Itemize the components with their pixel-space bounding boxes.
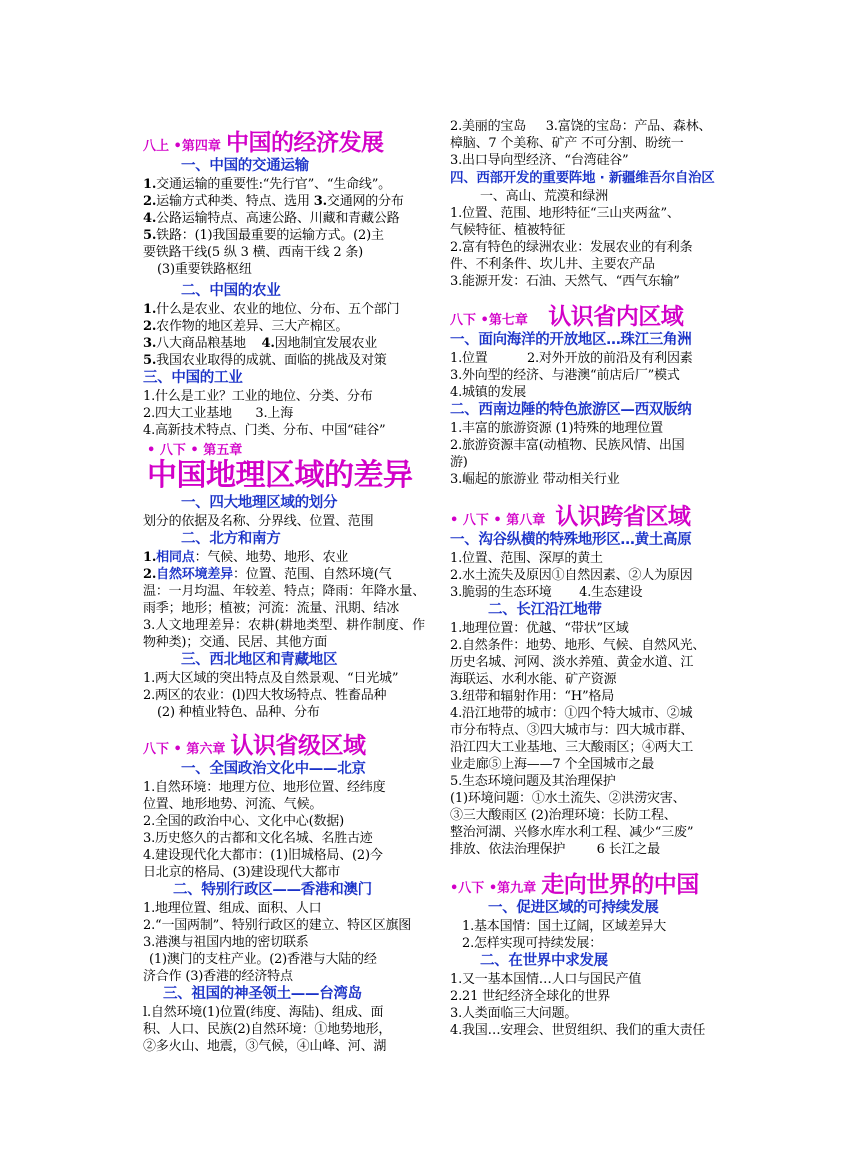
text-line: 2.两区的农业：(l)四大牧场特点、牲畜品种 bbox=[143, 688, 387, 703]
text-line: 1.基本国情：国土辽阔，区域差异大 bbox=[462, 919, 667, 934]
text-line: 2.水土流失及原因①自然因素、②人为原因 bbox=[450, 568, 693, 583]
text-line: (1)澳门的支柱产业。(2)香港与大陆的经 bbox=[149, 952, 377, 967]
text-line: 划分的依据及名称、分界线、位置、范围 bbox=[143, 514, 374, 529]
text-line: ②多火山、地震，③气候，④山峰、河、湖 bbox=[143, 1039, 387, 1054]
section-title: 二、特别行政区——香港和澳门 bbox=[173, 882, 372, 898]
text-line: 整治河湖、兴修水库水利工程、减少“三废” bbox=[450, 825, 694, 840]
text-line: 2.全国的政治中心、文化中心(数据) bbox=[143, 814, 344, 829]
text-line: 一、高山、荒漠和绿洲 bbox=[480, 189, 609, 204]
text-line: 2.“一国两制”、特别行政区的建立、特区区旗图 bbox=[143, 918, 412, 933]
text-line: 位置、地形地势、河流、气候。 bbox=[143, 797, 323, 812]
chapter-title: 认识省内区域 bbox=[548, 304, 684, 330]
text-paragraph: 3.人文地理差异：农耕(耕地类型、耕作制度、作物种类)；交通、民居、其他方面 bbox=[143, 618, 425, 650]
text-line: 4.城镇的发展 bbox=[450, 385, 527, 400]
text-line: 2.21 世纪经济全球化的世界 bbox=[450, 989, 611, 1004]
chapter-7-heading bbox=[450, 298, 735, 331]
text-line: 1.相同点：气候、地势、地形、农业 bbox=[143, 550, 349, 565]
chapter-tag: • 八下 • 第八章 bbox=[450, 513, 546, 528]
text-line: 1.什么是工业？工业的地位、分类、分布 bbox=[143, 389, 373, 404]
text-line: 1.位置、范围、深厚的黄土 bbox=[450, 551, 603, 566]
text-line: 市分布特点、③四大城市与：四大城市群、 bbox=[450, 723, 694, 738]
chapter-8-heading bbox=[450, 498, 735, 531]
text-line: (1)环境问题：①水土流失、②洪涝灾害、 bbox=[450, 791, 686, 806]
section-title: 一、中国的交通运输 bbox=[181, 158, 309, 174]
text-line: 5.我国农业取得的成就、面临的挑战及对策 bbox=[143, 353, 387, 368]
text-line: 4.沿江地带的城市：①四个特大城市、②城 bbox=[450, 706, 693, 721]
text-line: ③三大酸雨区 (2)治理环境：长防工程、 bbox=[450, 808, 677, 823]
chapter-tag: • 八下 • 第五章 bbox=[147, 443, 243, 458]
text-line: 1.位置、范围、地形特征“三山夹两盆”、 bbox=[450, 206, 680, 221]
text-line: 1.地理位置、组成、面积、人口 bbox=[143, 901, 322, 916]
section-title: 一、四大地理区域的划分 bbox=[181, 495, 338, 511]
text-line: 业走廊⑤上海——7 个全国城市之最 bbox=[450, 757, 655, 772]
chapter-title: 走向世界的中国 bbox=[541, 872, 699, 898]
chapter-tag: 八下 • 第六章 bbox=[143, 742, 226, 757]
text-line: 3.脆弱的生态环境 4.生态建设 bbox=[450, 585, 643, 600]
text-line: 沿江四大工业基地、三大酸雨区；④两大工 bbox=[450, 740, 694, 755]
text-line: 4.高新技术特点、门类、分布、中国“硅谷” bbox=[143, 423, 386, 438]
text-line: 海联运、水利水能、矿产资源 bbox=[450, 672, 617, 687]
section-title: 二、西南边陲的特色旅游区—西双版纳 bbox=[450, 402, 692, 418]
text-line: 3.历史悠久的古都和文化名城、名胜古迹 bbox=[143, 831, 373, 846]
text-line: 3.外向型的经济、与港澳“前店后厂”模式 bbox=[450, 368, 680, 383]
text-line: (3)重要铁路枢纽 bbox=[157, 262, 252, 277]
text-line: l.自然环境(1)位置(纬度、海陆)、组成、面 bbox=[143, 1005, 384, 1020]
section-title: 三、祖国的神圣领土——台湾岛 bbox=[163, 986, 362, 1002]
right-column bbox=[450, 118, 735, 1039]
text-line: 日北京的格局、(3)建设现代大都市 bbox=[143, 865, 341, 880]
text-line: 历史名城、河网、淡水养殖、黄金水道、江 bbox=[450, 655, 694, 670]
section-title: 一、面向海洋的开放地区…珠江三角洲 bbox=[450, 332, 692, 348]
text-line: 2.四大工业基地 3.上海 bbox=[143, 406, 294, 421]
text-line: 2.自然条件：地势、地形、气候、自然风光、 bbox=[450, 638, 706, 653]
text-line: 3.纽带和辐射作用：“H”格局 bbox=[450, 689, 615, 704]
text-line: 2.运输方式种类、特点、选用 3.交通网的分布 bbox=[143, 194, 404, 209]
text-line: 要铁路干线(5 纵 3 横、西南干线 2 条) bbox=[143, 245, 364, 260]
text-line: 1.丰富的旅游资源 (1)特殊的地理位置 bbox=[450, 421, 663, 436]
chapter-9-heading bbox=[450, 866, 735, 899]
text-line: 2.美丽的宝岛 3.富饶的宝岛：产品、森林、 bbox=[450, 119, 712, 134]
section-title: 二、北方和南方 bbox=[181, 531, 281, 547]
text-line: 2.农作物的地区差异、三大产棉区。 bbox=[143, 319, 349, 334]
text-line: 3.出口导向型经济、“台湾硅谷” bbox=[450, 153, 629, 168]
chapter-4-heading bbox=[143, 124, 425, 157]
text-line: 3.崛起的旅游业 带动相关行业 bbox=[450, 472, 620, 487]
section-title: 二、在世界中求发展 bbox=[480, 953, 608, 969]
text-line: 游) bbox=[450, 455, 468, 470]
chapter-tag: •八下 •第九章 bbox=[450, 881, 537, 896]
section-title: 一、全国政治文化中——北京 bbox=[181, 761, 366, 777]
section-title: 一、促进区域的可持续发展 bbox=[488, 900, 659, 916]
text-line: 2.富有特色的绿洲农业：发展农业的有利条 bbox=[450, 240, 693, 255]
text-line: 气候特征、植被特征 bbox=[450, 223, 566, 238]
section-title: 二、中国的农业 bbox=[181, 283, 281, 299]
chapter-title: 认识省级区域 bbox=[230, 733, 366, 759]
text-line: 5.生态环境问题及其治理保护 bbox=[450, 774, 616, 789]
chapter-tag: 八下 •第七章 bbox=[450, 313, 528, 328]
text-line: 件、不利条件、坎儿井、主要农产品 bbox=[450, 257, 655, 272]
section-title: 一、沟谷纵横的特殊地形区…黄土高原 bbox=[450, 532, 692, 548]
text-line: 济合作 (3)香港的经济特点 bbox=[143, 969, 293, 984]
left-column bbox=[143, 118, 425, 1055]
text-line: 1.两大区域的突出特点及自然景观、“日光城” bbox=[143, 671, 399, 686]
text-line: (2) 种植业特色、品种、分布 bbox=[157, 705, 320, 720]
text-line: 3.八大商品粮基地 4.因地制宜发展农业 bbox=[143, 336, 378, 351]
text-line: 1.又一基本国情…人口与国民产值 bbox=[450, 972, 642, 987]
section-title: 三、中国的工业 bbox=[143, 370, 243, 386]
text-line: 3.能源开发：石油、天然气、“西气东输” bbox=[450, 274, 680, 289]
text-line: 2.怎样实现可持续发展： bbox=[462, 936, 603, 951]
text-line: 樟脑、7 个美称、矿产 不可分割、盼统一 bbox=[450, 136, 684, 151]
chapter-6-heading bbox=[143, 727, 425, 760]
chapter-title: 中国地理区域的差异 bbox=[147, 458, 413, 493]
chapter-title: 中国的经济发展 bbox=[225, 130, 384, 156]
text-line: 4.建设现代化大都市：(1)旧城格局、(2)今 bbox=[143, 848, 383, 863]
text-line: 2.自然环境差异：位置、范围、自然环境(气 bbox=[143, 567, 392, 582]
text-paragraph: 温：一月均温、年较差、特点；降雨：年降水量、雨季；地形；植被；河流：流量、汛期、结冰 bbox=[143, 584, 425, 616]
text-line: 4.公路运输特点、高速公路、川藏和青藏公路 bbox=[143, 211, 400, 226]
text-line: 1.地理位置：优越、“带状”区域 bbox=[450, 621, 629, 636]
text-line: 1.交通运输的重要性:“先行官”、“生命线”。 bbox=[143, 177, 391, 192]
text-line: 1.位置 2.对外开放的前沿及有利因素 bbox=[450, 351, 693, 366]
text-line: 排放、依法治理保护 6 长江之最 bbox=[450, 842, 660, 857]
chapter-5-heading bbox=[143, 439, 425, 494]
section-title: 三、西北地区和青藏地区 bbox=[181, 652, 338, 668]
text-line: 4.我国…安理会、世贸组织、我们的重大责任 bbox=[450, 1023, 706, 1038]
text-line: 5.铁路：(1)我国最重要的运输方式。(2)主 bbox=[143, 228, 384, 243]
chapter-tag: 八上 •第四章 bbox=[143, 139, 221, 154]
section-title: 二、长江沿江地带 bbox=[488, 602, 602, 618]
text-line: 1.什么是农业、农业的地位、分布、五个部门 bbox=[143, 302, 400, 317]
text-line: 1.自然环境：地理方位、地形位置、经纬度 bbox=[143, 780, 386, 795]
chapter-title: 认识跨省区域 bbox=[555, 504, 691, 530]
text-line: 3.人类面临三大问题。 bbox=[450, 1006, 578, 1021]
text-line: 3.港澳与祖国内地的密切联系 bbox=[143, 935, 309, 950]
section-title: 四、西部开发的重要阵地 · 新疆维吾尔自治区 bbox=[450, 170, 715, 186]
text-line: 2.旅游资源丰富(动植物、民族风情、出国 bbox=[450, 438, 685, 453]
text-line: 积、人口、民族(2)自然环境：①地势地形， bbox=[143, 1022, 392, 1037]
